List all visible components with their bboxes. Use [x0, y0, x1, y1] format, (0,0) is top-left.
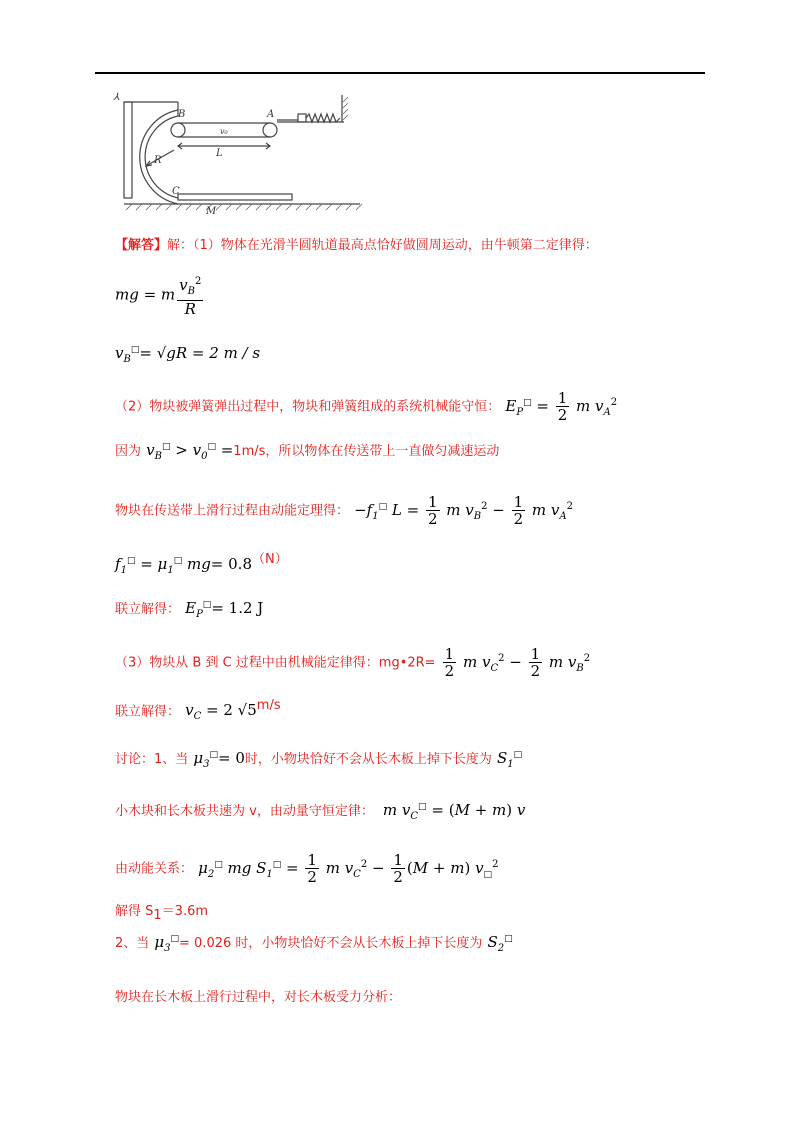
fig-label-a: A — [267, 109, 275, 120]
answer-tag: 【解答】 — [115, 238, 168, 253]
part2-compare: 因为 $v_B^□ > v_0^□ =1m/s$，所以物体在传送带上一直做匀减速运动 — [115, 441, 500, 462]
momentum-line: 小木块和长木板共速为 v，由动量守恒定律： m $v_C^□ = (M + m)$ v — [115, 801, 526, 822]
fig-label-v0: v₀ — [220, 127, 228, 136]
physics-diagram — [112, 90, 372, 216]
part3-result: 联立解得： $v_C = 2$ $√5^{m/s}$ — [115, 698, 281, 723]
equation-vb: $v_B^□= √gR = 2$ m / s — [115, 344, 261, 365]
part2-friction: $f_1^□ = \mu_1^□$ $mg= 0.8^{(N)}$ — [115, 552, 288, 577]
fig-label-b: B — [178, 109, 186, 120]
header-rule — [95, 72, 705, 74]
fig-label-c: C — [172, 186, 180, 197]
fig-label-r: R — [154, 155, 162, 166]
equation-newton: mg = m $\frac{v_B^2}{R}$ — [115, 276, 202, 318]
fig-label-corner: ⅄ — [114, 92, 121, 103]
energy-relation: 由动能关系： $\mu_2^□$ mg $S_1^□$ = $\frac{1}{2}$ m $v_C^2$ − $\frac{1}{2}$ (M + m) $v_□^2$ — [115, 851, 499, 886]
force-analysis: 物块在长木板上滑行过程中，对长木板受力分析： — [115, 990, 402, 1005]
discussion-1: 讨论：1、当 $\mu_3^□= 0$时，小物块恰好不会从长木板上掉下长度为 $S_1^□$ — [115, 749, 523, 770]
part2-kinetic: 物块在传送带上滑行过程由动能定理得： $-f_1^□$ L = $\frac{1}{2}$ m $v_B^2$ − $\frac{1}{2}$ m $v_A^2$ — [115, 493, 573, 528]
part2-result: 联立解得： $E_P^□= 1.2$ J — [115, 599, 264, 620]
fig-label-l: L — [216, 148, 223, 159]
fig-label-m: M — [206, 206, 217, 216]
part2-energy: （2）物块被弹簧弹出过程中，物块和弹簧组成的系统机械能守恒： $E_P^□$ = $\frac{1}{2}$ m $v_A^2$ — [115, 389, 618, 424]
part3-energy: （3）物块从 B 到 C 过程中由机械能定律得：mg•2R= $\frac{1}{2}$ m $v_C^2$ − $\frac{1}{2}$ m $v_B^2$ — [115, 645, 591, 680]
result-s1: 解得 $S_1=3.6m$ — [115, 904, 209, 924]
solution-intro: 【解答】解：（1）物体在光滑半圆轨道最高点恰好做圆周运动，由牛顿第二定律得： — [115, 238, 598, 253]
discussion-2: 2、当 $\mu_3^□= 0.026$ 时，小物块恰好不会从长木板上掉下长度为 $S_2^□$ — [115, 933, 513, 954]
